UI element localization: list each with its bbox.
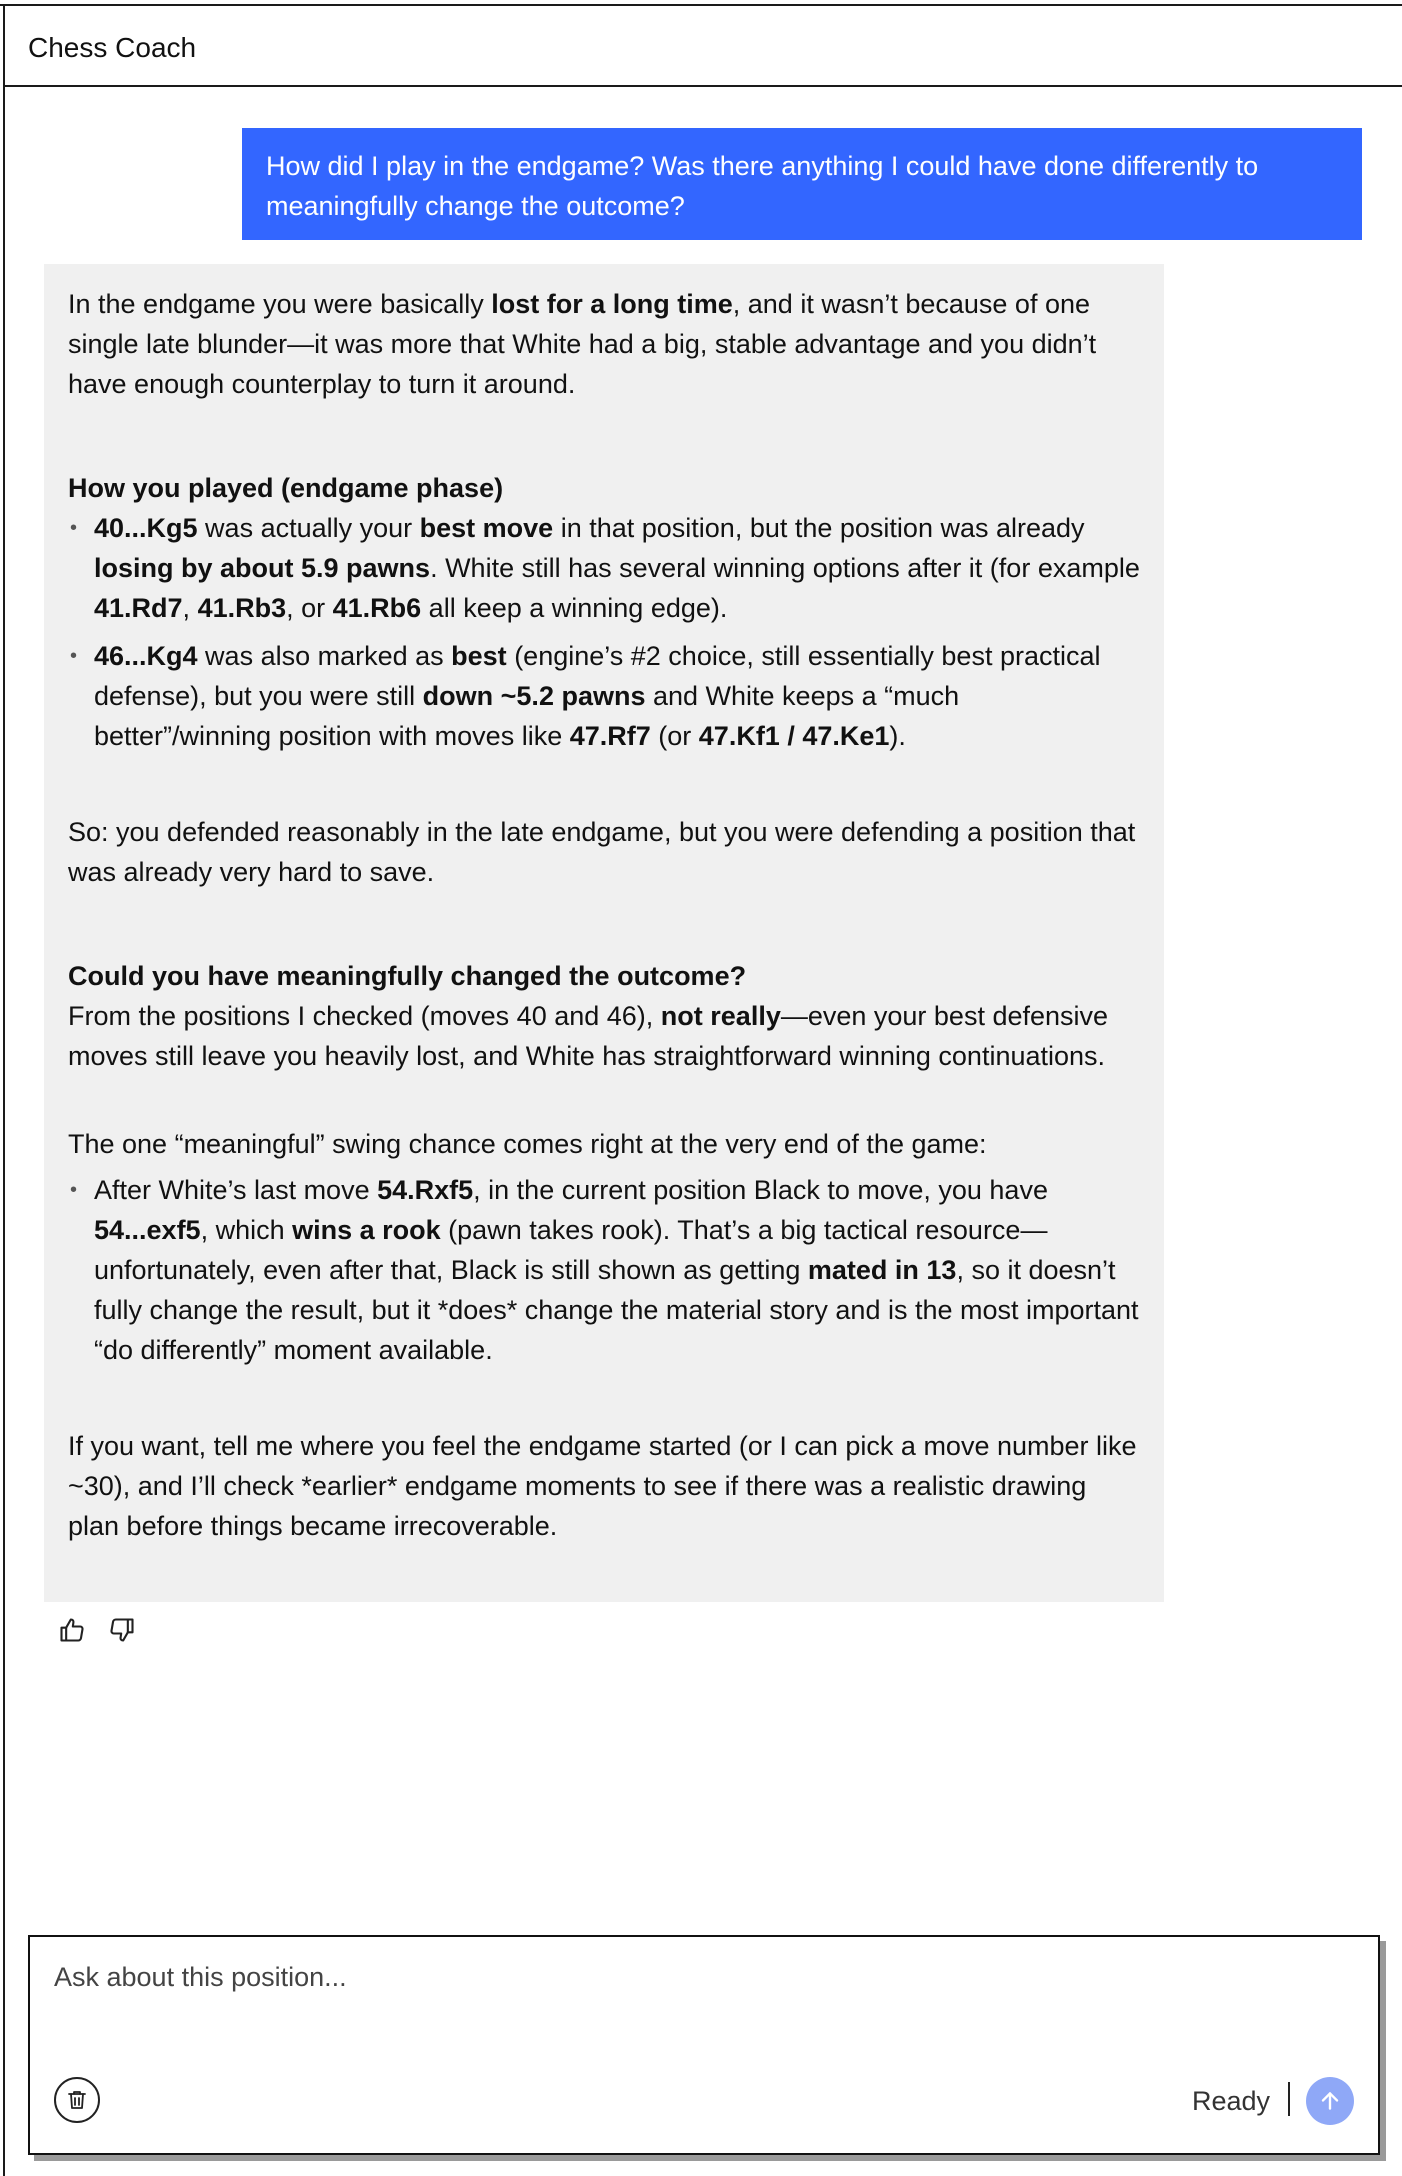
user-message: How did I play in the endgame? Was there anything I could have done differently to meaningfully change the outcome? [242,128,1362,240]
outcome-paragraph: From the positions I checked (moves 40 and 46), not really—even your best defensive moves still leave you heavily lost, and White has straightforward winning continuations. [68,1001,1109,1071]
intro-paragraph: In the endgame you were basically lost for a long time, and it wasn’t because of one single late blunder—it was more that White had a big, stable advantage and you didn’t have enough counterplay to turn it around. [68,289,1097,399]
thumbs-down-icon[interactable] [108,1616,136,1644]
message-feedback [58,1614,136,1646]
window-left-border [3,4,5,2176]
how-you-played-list [68,508,1140,756]
question-input[interactable] [54,1957,1304,1997]
swing-chance-list [68,1170,1140,1370]
arrow-up-icon [1317,2088,1343,2114]
list-item: • 40...Kg5 was actually your best move in that position, but the position was already losing by about 5.9 pawns. White still has several winning options after it (for example 41.Rd7, 41.Rb3, or 41.Rb6 all keep a winning edge). [68,508,1140,628]
message-composer [28,1935,1380,2155]
status-text: Ready [1191,2086,1270,2116]
app-title: Chess Coach [28,32,197,63]
status-divider [1288,2082,1290,2116]
summary-paragraph: So: you defended reasonably in the late endgame, but you were defending a position that was already very hard to save. [68,817,1136,887]
swing-chance-lead: The one “meaningful” swing chance comes right at the very end of the game: [68,1129,987,1159]
closing-paragraph: If you want, tell me where you feel the endgame started (or I can pick a move number like ~30), and I’ll check *earlier* endgame moments to see if there was a realistic drawing plan before things became irrecoverable. [68,1431,1137,1541]
list-item: • After White’s last move 54.Rxf5, in the current position Black to move, you have 54...exf5, which wins a rook (pawn takes rook). That’s a big tactical resource—unfortunately, even after that, Black is still shown as getting mated in 13, so it doesn’t fully change the result, but it *does* change the material story and is the most important “do differently” moment available. [68,1170,1140,1370]
section-heading-how-you-played: How you played (endgame phase) [68,473,504,503]
section-heading-outcome: Could you have meaningfully changed the outcome? [68,961,747,991]
trash-icon[interactable] [54,2077,100,2123]
send-button[interactable] [1306,2077,1354,2125]
assistant-message [44,264,1164,1602]
window-top-border [0,4,1402,6]
header-divider [3,85,1402,87]
thumbs-up-icon[interactable] [58,1616,86,1644]
list-item: • 46...Kg4 was also marked as best (engine’s #2 choice, still essentially best practical defense), but you were still down ~5.2 pawns and White keeps a “much better”/winning position with moves like 47.Rf7 (or 47.Kf1 / 47.Ke1). [68,636,1140,756]
